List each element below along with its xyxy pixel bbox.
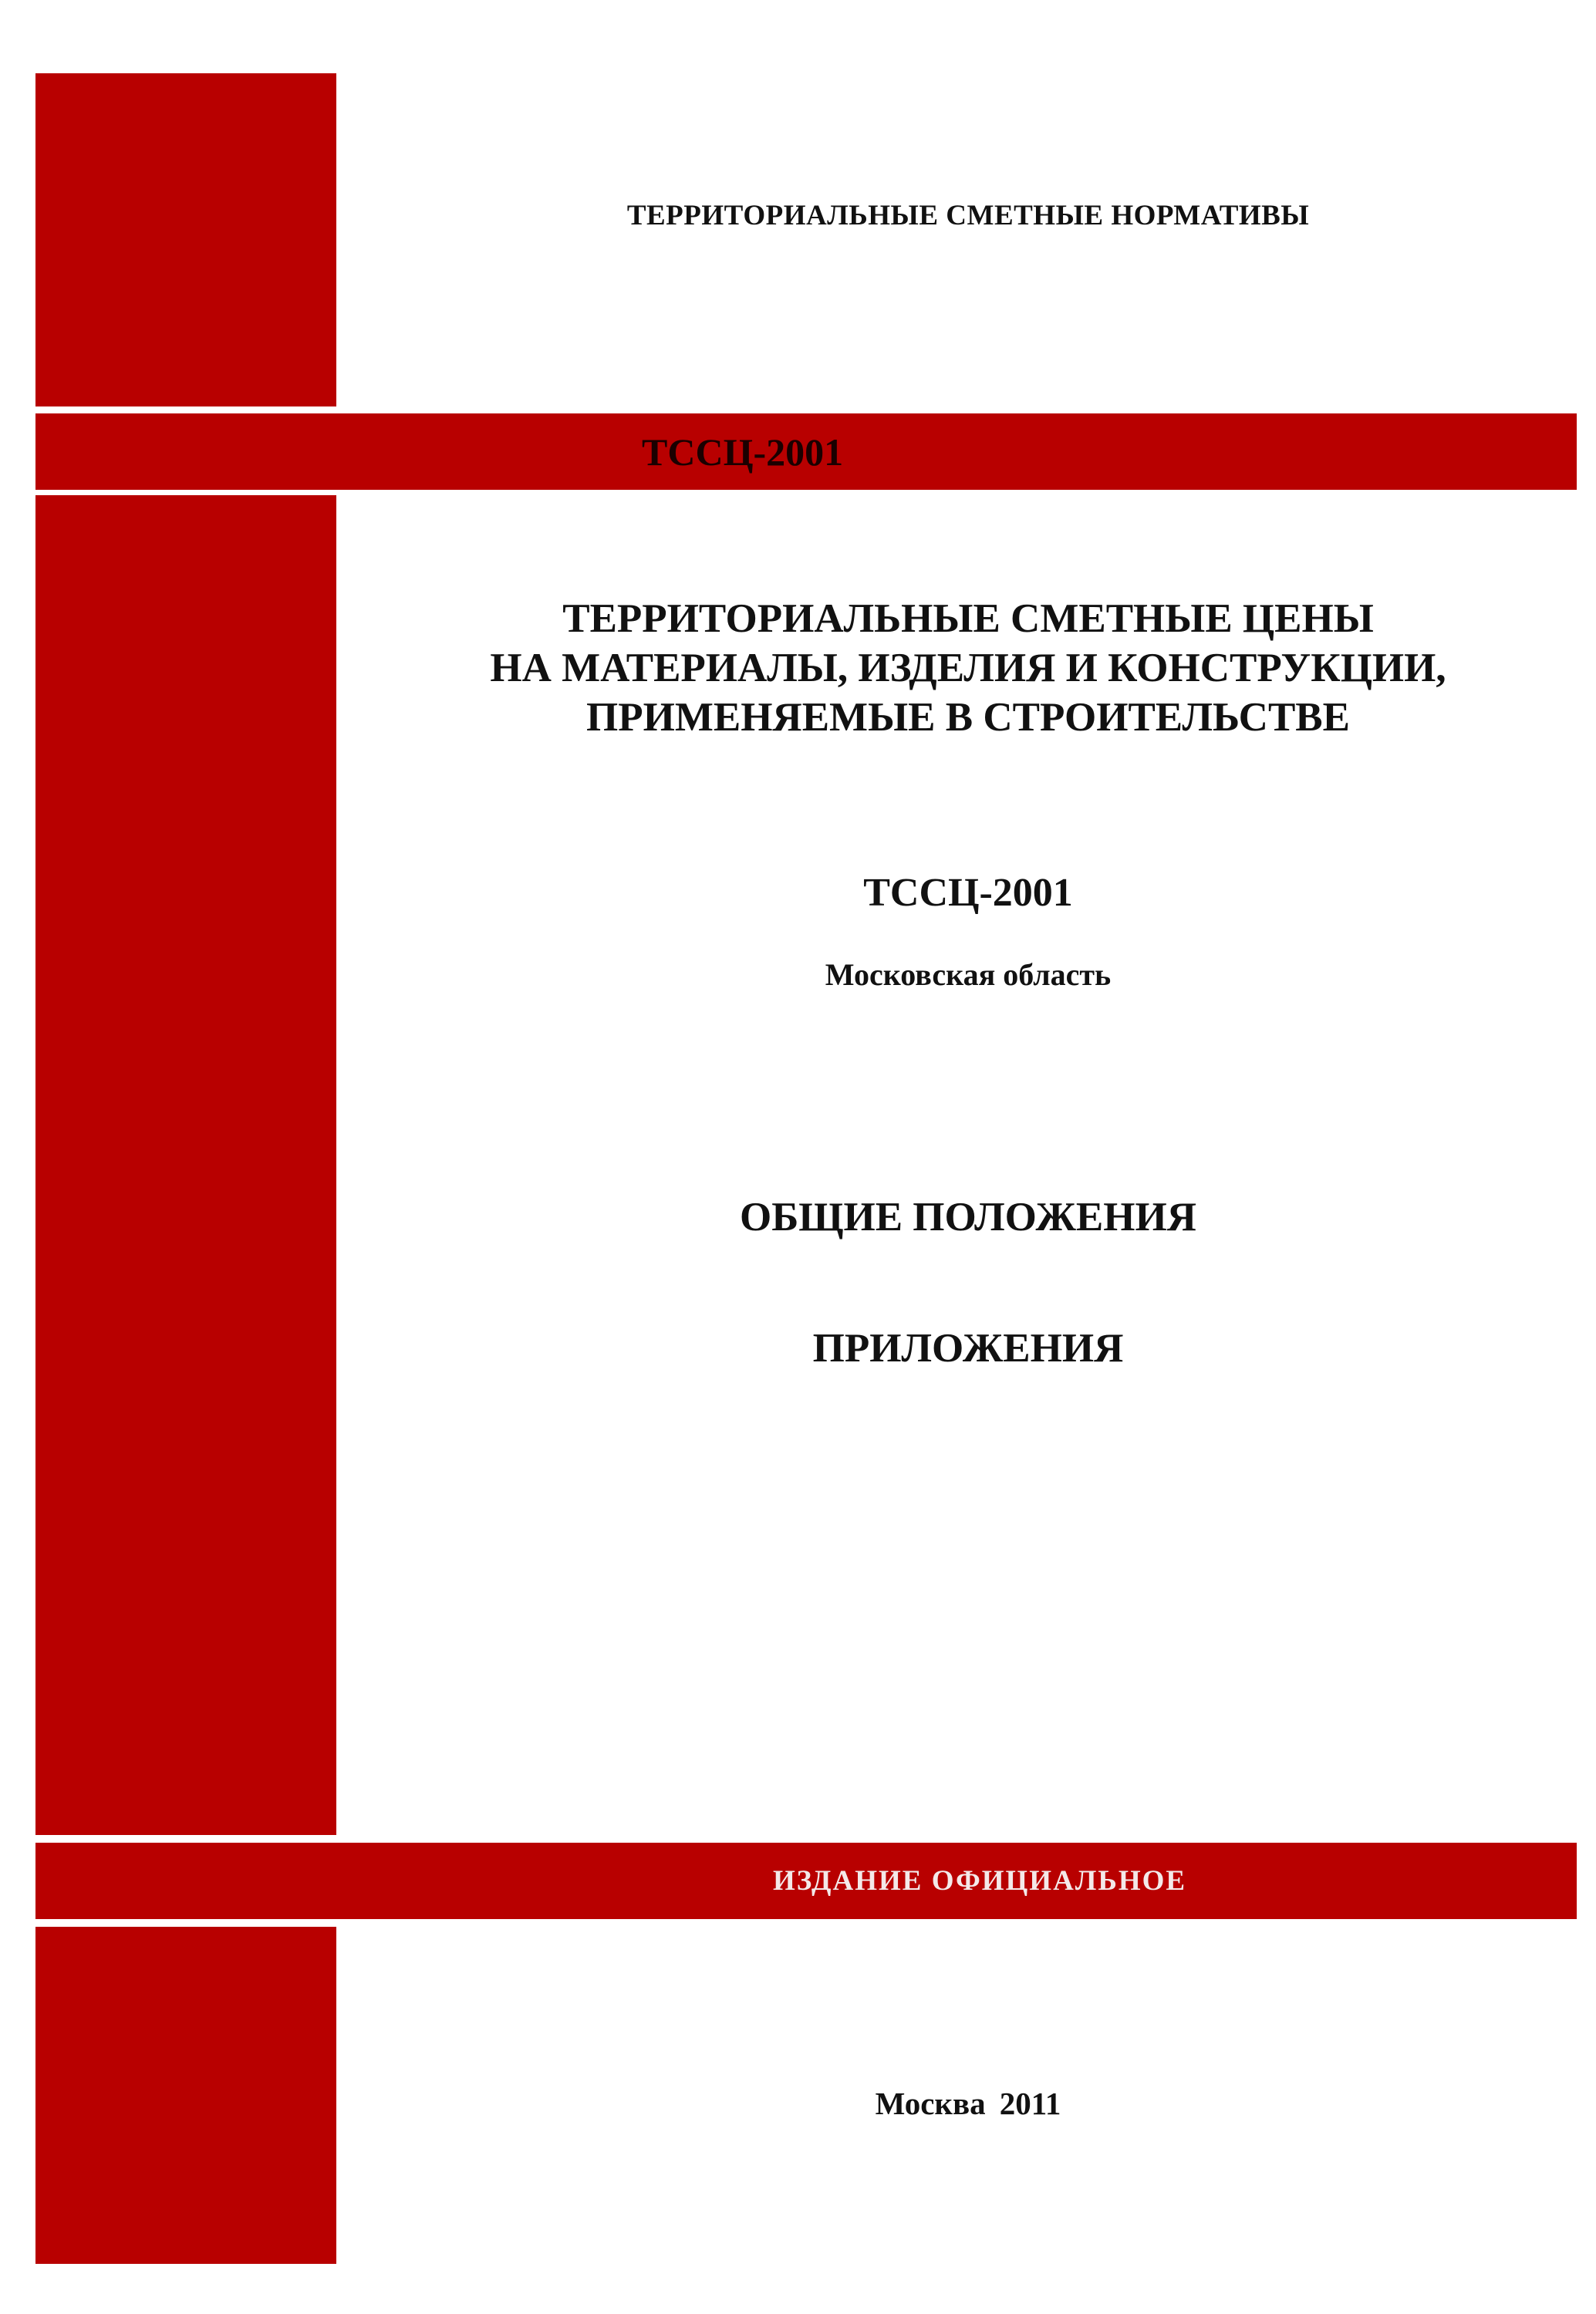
publication-year: 2011 [999, 2086, 1061, 2121]
section-general-provisions: ОБЩИЕ ПОЛОЖЕНИЯ [740, 1195, 1196, 1240]
band-code-label: ТССЦ-2001 [642, 430, 844, 474]
red-side-stripe-bottom [35, 1927, 336, 2264]
publication-city: Москва [875, 2086, 986, 2121]
publication-place-year [363, 2085, 1574, 2122]
red-side-stripe-top [35, 73, 336, 406]
edition-band [35, 1843, 1577, 1919]
title-line: ПРИМЕНЯЕМЫЕ В СТРОИТЕЛЬСТВЕ [586, 695, 1350, 740]
section-appendices: ПРИЛОЖЕНИЯ [812, 1326, 1124, 1371]
code-band [35, 413, 1577, 490]
title-line: НА МАТЕРИАЛЫ, ИЗДЕЛИЯ И КОНСТРУКЦИИ, [490, 646, 1446, 690]
series-heading: ТЕРРИТОРИАЛЬНЫЕ СМЕТНЫЕ НОРМАТИВЫ [626, 200, 1310, 231]
document-title [363, 594, 1574, 742]
document-code: ТССЦ-2001 [863, 871, 1073, 915]
edition-label: ИЗДАНИЕ ОФИЦИАЛЬНОЕ [773, 1865, 1187, 1897]
region-label: Московская область [825, 957, 1112, 992]
red-side-stripe-middle [35, 495, 336, 1835]
title-line: ТЕРРИТОРИАЛЬНЫЕ СМЕТНЫЕ ЦЕНЫ [562, 596, 1374, 641]
